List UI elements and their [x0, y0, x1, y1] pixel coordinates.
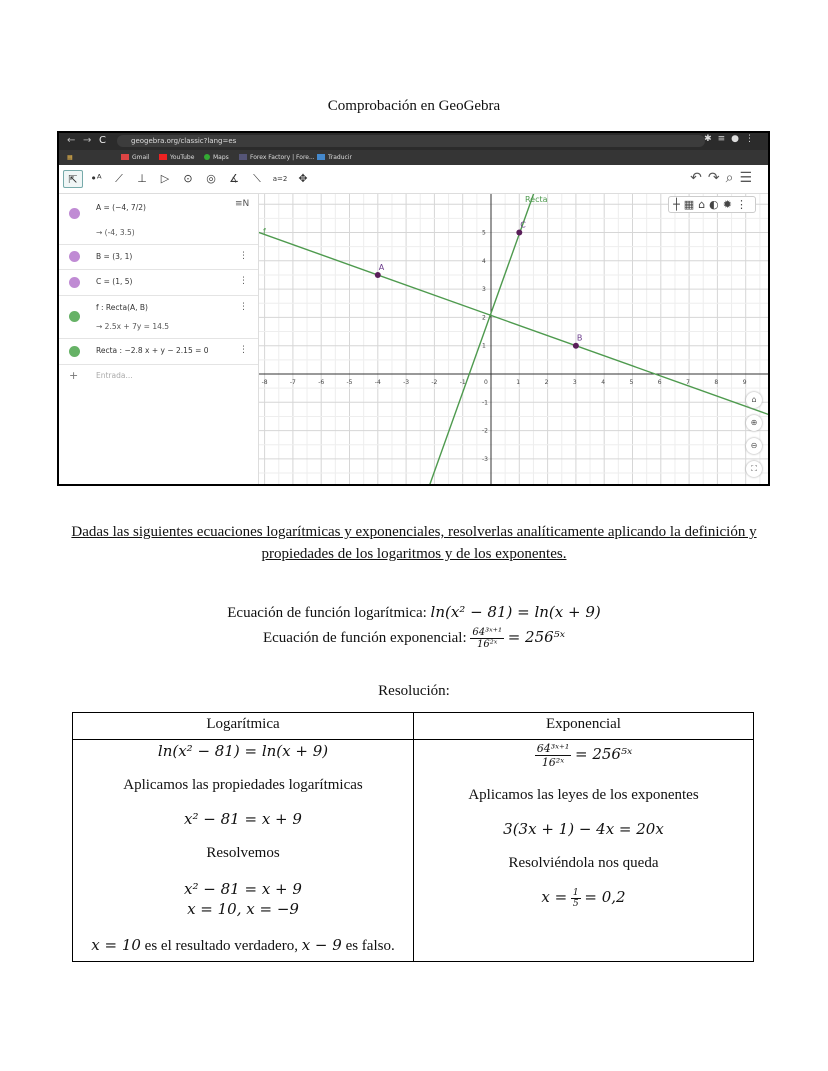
ellipse-tool-icon[interactable]: ◎: [206, 172, 216, 185]
y-tick-label: 3: [482, 286, 486, 294]
reflect-tool-icon[interactable]: ⟍: [253, 172, 261, 185]
log-conclusion-text1: es el resultado verdadero,: [140, 938, 302, 954]
x-tick-label: 7: [686, 379, 690, 386]
log-conclusion-false: x − 9: [301, 936, 342, 954]
fraction-numerator: 64³ˣ⁺¹: [472, 627, 502, 638]
x-tick-label: 3: [572, 379, 577, 386]
fraction-numerator: 64³ˣ⁺¹: [536, 742, 570, 755]
log-step-2: Aplicamos las propiedades logarítmicas: [123, 777, 363, 793]
exp-result-lhs: x =: [541, 888, 568, 906]
point-tool-icon[interactable]: •ᴬ: [90, 172, 102, 185]
x-tick-label: 6: [657, 379, 662, 386]
exp-step-1: [414, 742, 753, 769]
exp-equation-fraction: [470, 627, 504, 650]
visibility-toggle-icon[interactable]: [69, 346, 80, 357]
exp-result-fraction: [571, 888, 581, 909]
label-recta: Recta: [524, 195, 548, 204]
label-point-C: C: [520, 220, 526, 230]
perpendicular-tool-icon[interactable]: ⊥: [137, 172, 147, 185]
x-tick-label: 5: [629, 379, 634, 386]
x-tick-label: 8: [714, 379, 719, 386]
polygon-tool-icon[interactable]: ▷: [160, 172, 170, 185]
add-icon[interactable]: +: [69, 369, 79, 382]
address-bar[interactable]: geogebra.org/classic?lang=es: [117, 135, 705, 147]
more-options-icon[interactable]: ⋮: [239, 345, 248, 355]
bookmark-traducir[interactable]: Traducir: [317, 150, 352, 165]
label-point-A: A: [378, 262, 385, 272]
x-tick-label: -6: [318, 379, 325, 386]
x-tick-label: 2: [544, 379, 549, 386]
forward-icon[interactable]: →: [83, 135, 92, 146]
log-conclusion: [73, 935, 413, 956]
page-title: Comprobación en GeoGebra: [327, 98, 501, 114]
algebra-definition: A = (−4, 7/2): [96, 203, 146, 212]
algebra-definition: B = (3, 1): [96, 252, 133, 261]
x-tick-label: 1: [516, 379, 521, 386]
algebra-input[interactable]: Entrada...: [96, 371, 133, 380]
log-conclusion-true: x = 10: [91, 936, 141, 954]
bookmark-forex-factory[interactable]: Forex Factory | Fore...: [239, 150, 315, 165]
apps-icon[interactable]: ▦: [67, 154, 73, 161]
exp-equation-label: Ecuación de función exponencial:: [262, 629, 467, 646]
col-header-log: Logarítmica: [73, 713, 414, 740]
bookmark-gmail[interactable]: Gmail: [121, 150, 150, 165]
fraction-denominator: 5: [572, 899, 579, 910]
slider-tool-icon[interactable]: a=2: [272, 175, 288, 183]
angle-tool-icon[interactable]: ∡: [229, 172, 239, 185]
visibility-toggle-icon[interactable]: [69, 311, 80, 322]
y-tick-label: -1: [482, 399, 488, 407]
y-tick-label: -3: [482, 455, 488, 463]
log-step-3: x² − 81 = x + 9: [184, 810, 302, 828]
label-point-B: B: [576, 333, 583, 343]
fraction-denominator: 16²ˣ: [477, 639, 498, 650]
y-tick-label: 4: [482, 257, 486, 265]
log-equation-label: Ecuación de función logarítmica:: [227, 605, 427, 621]
x-tick-label: -4: [374, 379, 381, 386]
x-tick-label: 9: [742, 379, 747, 386]
exp-equation-rhs: = 256⁵ˣ: [507, 627, 566, 646]
algebra-item-B[interactable]: [59, 245, 258, 270]
algebra-item-recta[interactable]: [59, 339, 258, 365]
visibility-toggle-icon[interactable]: [69, 251, 80, 262]
log-solution-cell: [73, 740, 414, 962]
algebra-definition: C = (1, 5): [96, 277, 133, 286]
exp-solution-cell: [414, 740, 754, 962]
algebra-input-row[interactable]: [59, 365, 258, 387]
bookmark-youtube[interactable]: YouTube: [159, 150, 194, 165]
exp-step-5: [414, 887, 753, 909]
visibility-toggle-icon[interactable]: [69, 208, 80, 219]
exp-result-rhs: = 0,2: [584, 888, 626, 906]
x-tick-label: -8: [261, 379, 268, 386]
algebra-item-A[interactable]: [59, 194, 258, 245]
exp-step-2: Aplicamos las leyes de los exponentes: [468, 787, 699, 803]
y-tick-label: 5: [482, 229, 486, 237]
algebra-view-menu-icon[interactable]: ≡N: [235, 199, 250, 209]
y-tick-label: -2: [482, 427, 488, 435]
point-A: [375, 272, 381, 278]
algebra-value: → 2.5x + 7y = 14.5: [96, 322, 170, 331]
log-equation: [0, 603, 828, 622]
resolution-title: Resolución:: [378, 683, 450, 699]
graph-canvas[interactable]: [259, 194, 770, 486]
x-tick-label: -7: [289, 379, 296, 386]
log-step-1: ln(x² − 81) = ln(x + 9): [157, 742, 329, 760]
log-step-6: x = 10, x = −9: [187, 900, 299, 918]
graph-style-bar[interactable]: ┼▦⌂◐✹⋮: [668, 196, 756, 213]
browser-titlebar: [59, 133, 768, 150]
x-tick-label: -1: [459, 379, 466, 386]
y-tick-label: 2: [482, 314, 486, 322]
line-tool-icon[interactable]: ⟋: [115, 172, 123, 185]
exp-step-1-rhs: = 256⁵ˣ: [574, 744, 633, 763]
algebra-item-C[interactable]: [59, 270, 258, 296]
bookmark-maps[interactable]: Maps: [204, 150, 229, 165]
fraction-numerator: 1: [572, 888, 579, 899]
fullscreen-icon[interactable]: ⛶: [746, 461, 762, 477]
more-options-icon[interactable]: ⋮: [239, 276, 248, 286]
geogebra-toolbar: [59, 165, 768, 194]
algebra-definition: f : Recta(A, B): [96, 303, 148, 312]
move-view-tool-icon[interactable]: ✥: [298, 172, 308, 185]
point-B: [573, 343, 579, 349]
x-tick-label: 4: [601, 379, 606, 386]
exp-step-1-fraction: [535, 742, 572, 769]
zoom-in-icon[interactable]: ⊕: [746, 415, 762, 431]
algebra-view: [59, 194, 259, 484]
move-tool-icon[interactable]: ⇱: [63, 170, 83, 188]
col-header-exp: Exponencial: [414, 713, 754, 740]
more-options-icon[interactable]: ⋮: [239, 302, 248, 312]
reload-icon[interactable]: C: [99, 135, 106, 146]
log-step-5: x² − 81 = x + 9: [184, 880, 302, 898]
x-tick-label: -3: [403, 379, 410, 386]
log-conclusion-text2: es falso.: [341, 938, 395, 954]
graphics-view[interactable]: [259, 194, 770, 486]
y-tick-label: 1: [482, 342, 486, 350]
x-tick-label: 0: [484, 379, 488, 386]
exercise-heading: Dadas las siguientes ecuaciones logarítmicas y exponenciales, resolverlas analíticamente aplicando la definición y propiedades de los logaritmos y de los exponentes.: [71, 524, 757, 562]
geogebra-screenshot: [57, 131, 770, 486]
x-tick-label: -2: [431, 379, 438, 386]
x-tick-label: -5: [346, 379, 353, 386]
log-step-4: Resolvemos: [206, 845, 280, 861]
home-view-icon[interactable]: ⌂: [746, 392, 762, 408]
fraction-denominator: 16²ˣ: [541, 756, 565, 769]
exp-step-4: Resolviéndola nos queda: [508, 855, 659, 871]
visibility-toggle-icon[interactable]: [69, 277, 80, 288]
algebra-item-f[interactable]: [59, 296, 258, 339]
exp-step-3: 3(3x + 1) − 4x = 20x: [503, 820, 664, 838]
point-C: [516, 230, 522, 236]
circle-tool-icon[interactable]: ⊙: [183, 172, 193, 185]
label-f: f: [263, 227, 266, 236]
exp-equation: [0, 627, 828, 650]
back-icon[interactable]: ←: [67, 135, 76, 146]
algebra-value: → (-4, 3.5): [96, 228, 135, 237]
zoom-out-icon[interactable]: ⊖: [746, 438, 762, 454]
algebra-definition: Recta : −2.8 x + y − 2.15 = 0: [96, 346, 209, 355]
resolution-table: [72, 712, 754, 962]
log-equation-math: ln(x² − 81) = ln(x + 9): [430, 603, 601, 621]
undo-redo-search-menu-icons[interactable]: ↶↷⌕☰: [690, 170, 758, 186]
browser-extension-icons[interactable]: ✱≡●⋮: [704, 134, 760, 144]
more-options-icon[interactable]: ⋮: [239, 251, 248, 261]
bookmarks-bar: [59, 150, 768, 165]
